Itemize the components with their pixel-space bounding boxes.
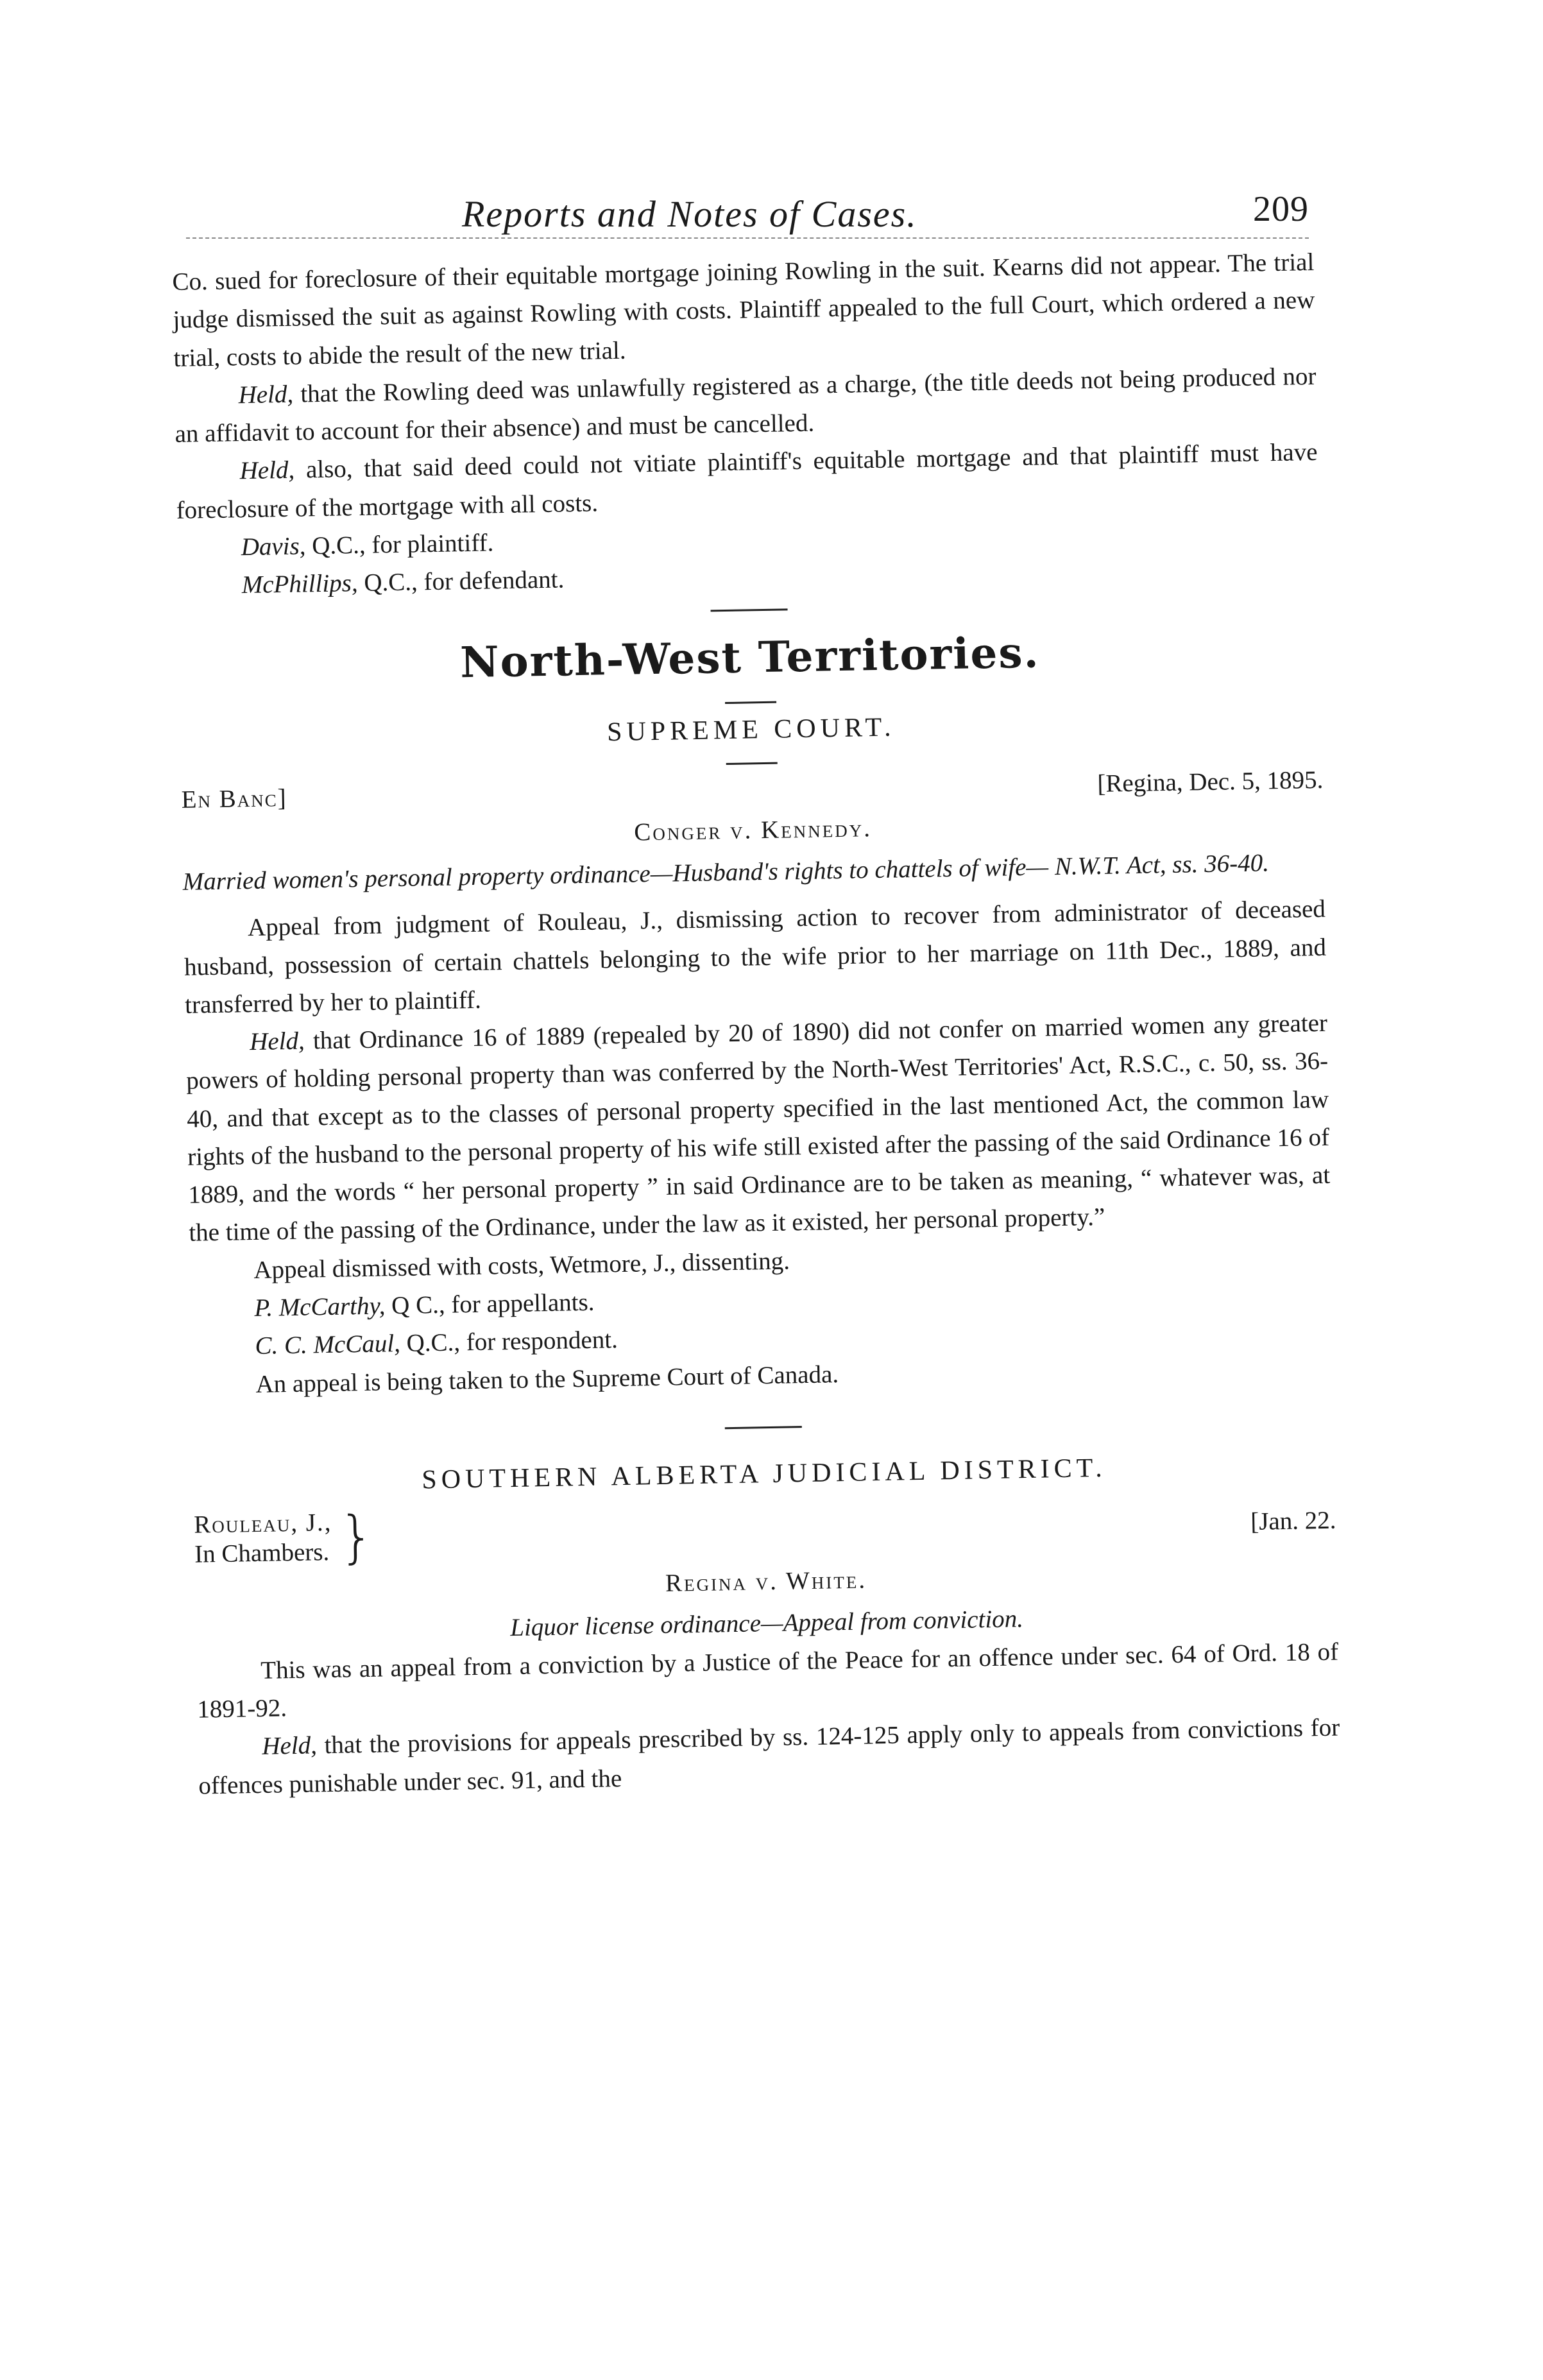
district-title: SOUTHERN ALBERTA JUDICIAL DISTRICT. [422, 1453, 1107, 1495]
running-title: Reports and Notes of Cases. [462, 193, 917, 235]
counsel-role: Q.C., for plaintiff. [305, 529, 494, 560]
counsel-role: Q C., for appellants. [385, 1288, 595, 1320]
judge-block [193, 1503, 375, 1571]
page-number: 209 [1253, 189, 1309, 229]
held-text: that Ordinance 16 of 1889 (repealed by 20 of 1890) did not confer on married women any greater powers of holding personal property than was conferred by the North-West Territories' Act, R.S.C., c. 50, ss. 36-40, and that except as to the classes of personal property specified in the last mentioned Act, the common law rights of the husband to the personal property of his wife still existed after the passing of the said Ordinance 16 of 1889, and the words “ her personal property ” in said Ordinance are to be taken as meaning, “ whatever was, at the time of the passing of the Ordinance, under the law as it existed, her personal property.” [185, 1009, 1331, 1247]
counsel-role: Q.C., for defendant. [357, 565, 565, 597]
section-title: North-West Territories. [459, 627, 1041, 688]
preceding-case-text: Co. sued for foreclosure of their equitable mortgage joining Rowling in the suit. Kearns did not appear. The trial judge dismissed the suit as against Rowling with costs. Plaintiff appealed to the full Court, which ordered a new trial, costs to abide the result of the new trial. [172, 248, 1315, 372]
judge-chambers: In Chambers. [194, 1538, 330, 1569]
case-title: Conger v. Kennedy. [633, 814, 873, 846]
judge-name: Rouleau, J., [193, 1508, 332, 1539]
case-title: Regina v. White. [665, 1566, 867, 1598]
section-divider [711, 609, 788, 612]
case-headnote: Married women's personal property ordinance—Husband's rights to chattels of wife— N.W.T. Act, ss. 36-40. [182, 849, 1270, 896]
case-paragraph: Appeal from judgment of Rouleau, J., dismissing action to recover from administrator of deceased husband, possession of certain chattels belonging to the wife prior to her marriage on 11th Dec., 1889, and transferred by her to plaintiff. [183, 895, 1327, 1019]
held-label: Held, [238, 380, 294, 409]
held-label: Held, [261, 1731, 318, 1761]
page-body [172, 243, 1341, 1804]
held-text: also, that said deed could not vitiate plaintiff's equitable mortgage and that plaintiff must have foreclosure of the mortgage with all costs. [176, 438, 1318, 524]
counsel-name: C. C. McCaul, [255, 1330, 401, 1360]
case-note: An appeal is being taken to the Supreme Court of Canada. [255, 1360, 839, 1398]
counsel-name: McPhillips, [241, 569, 359, 599]
counsel-name: Davis, [241, 532, 306, 561]
held-label: Held, [249, 1027, 305, 1056]
case-location-date: [Regina, Dec. 5, 1895. [1096, 766, 1324, 798]
case-date: [Jan. 22. [1250, 1506, 1336, 1536]
held-label: Held, [239, 456, 295, 485]
case-result: Appeal dismissed with costs, Wetmore, J., dissenting. [253, 1247, 790, 1284]
counsel-name: P. McCarthy, [254, 1292, 386, 1322]
counsel-role: Q.C., for respondent. [400, 1326, 618, 1358]
held-text: that the Rowling deed was unlawfully registered as a charge, (the title deeds not being produced nor an affidavit to account for their absence) and must be cancelled. [175, 362, 1317, 449]
page-header [186, 186, 1309, 237]
section-divider [725, 1426, 802, 1429]
court-underline [726, 762, 778, 764]
bench-label: En Banc] [181, 783, 288, 814]
court-title: SUPREME COURT. [606, 712, 896, 747]
held-text: that the provisions for appeals prescribed by ss. 124-125 apply only to appeals from convictions for offences punishable under sec. 91, and the [198, 1713, 1340, 1800]
case-held [185, 1004, 1331, 1253]
judge-lines [194, 1508, 333, 1570]
case-paragraph: This was an appeal from a conviction by a Justice of the Peace for an offence under sec. 64 of Ord. 18 of 1891-92. [196, 1638, 1339, 1724]
case-headnote: Liquor license ordinance—Appeal from conviction. [509, 1605, 1024, 1642]
header-rule [186, 237, 1309, 239]
title-underline [725, 701, 776, 703]
brace-symbol: } [337, 1503, 375, 1571]
